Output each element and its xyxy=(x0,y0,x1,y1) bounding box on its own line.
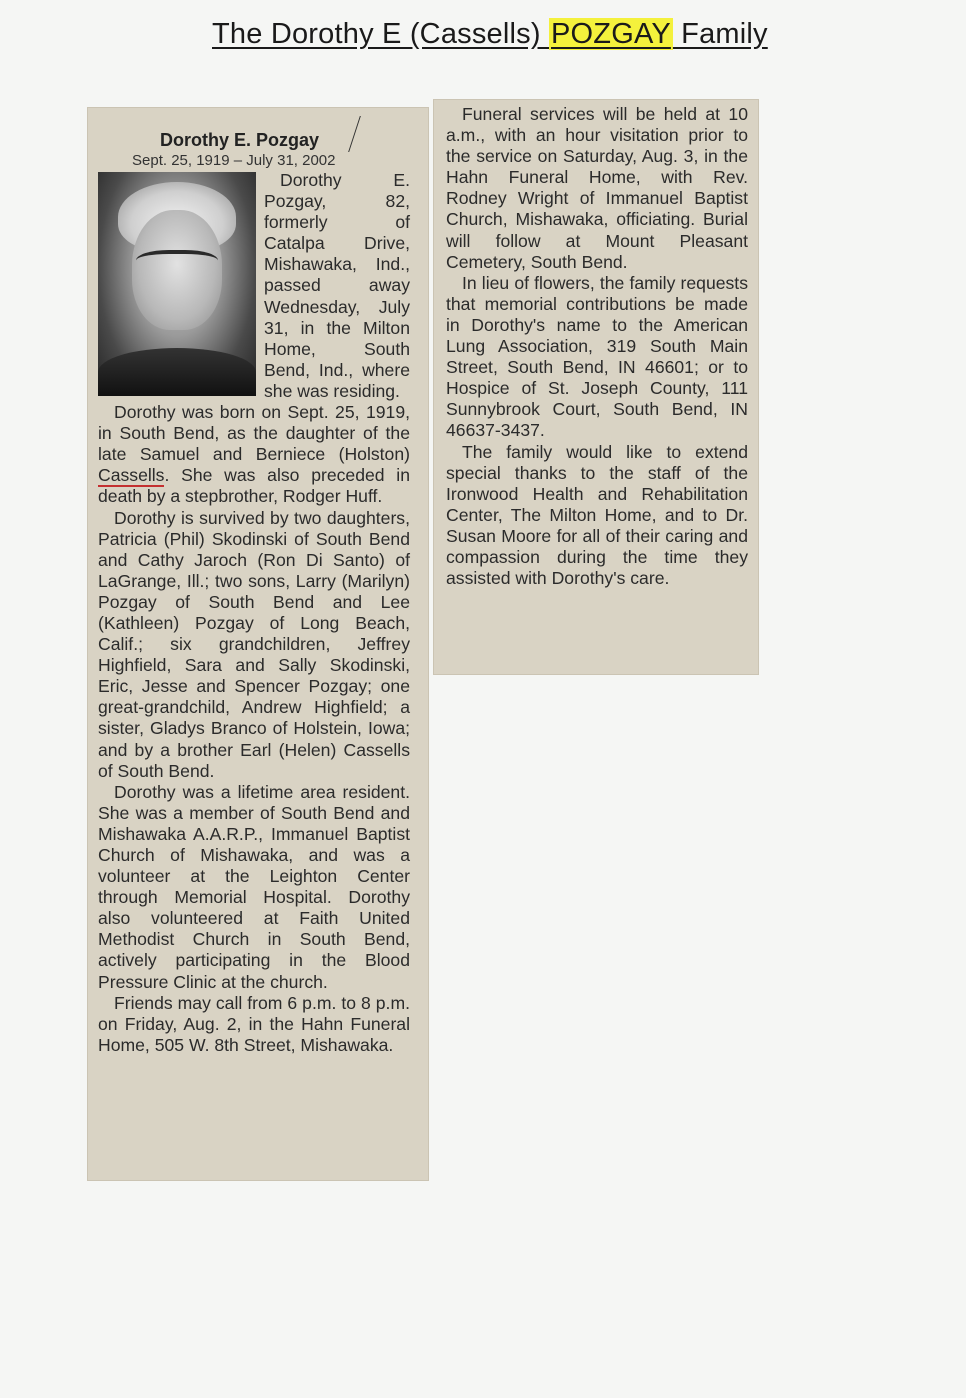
underlined-cassells: Cassells xyxy=(98,465,165,486)
born-text-end: . She was also preceded in death by a stepbrother, Rodger Huff. xyxy=(98,465,410,507)
obituary-lieu: In lieu of flowers, the family requests that memorial contributions be made in Dorothy's name to the American Lung Association, 319 South Main Street, South Bend, IN 46601; or to Hospice of St. Joseph County, 111 Sunnybrook Court, South Bend, IN 46637-3437. xyxy=(446,272,748,441)
obituary-body-right xyxy=(446,104,748,589)
pen-mark xyxy=(334,116,361,152)
portrait-photo xyxy=(98,172,256,396)
portrait-body xyxy=(98,348,256,396)
born-text: Dorothy was born on Sept. 25, 1919, in South Bend, as the daughter of the late Samuel and Berniece (Holston) xyxy=(98,402,410,465)
obituary-dates: Sept. 25, 1919 – July 31, 2002 xyxy=(132,152,336,169)
obituary-body-left xyxy=(98,170,410,1056)
page-title xyxy=(212,18,768,51)
obituary-lead xyxy=(98,170,410,402)
obituary-born xyxy=(98,402,410,507)
obituary-resident: Dorothy was a lifetime area resident. She was a member of South Bend and Mishawaka A.A.R.P., Immanuel Baptist Church of Mishawaka, and was a volunteer at the Leighton Center through Memorial Hospital. Dorothy also volunteered at Faith United Methodist Church in South Bend, actively participating in the Blood Pressure Clinic at the church. xyxy=(98,781,410,992)
title-text-start: The Dorothy E (Cassells) xyxy=(212,18,549,50)
obituary-funeral: Funeral services will be held at 10 a.m., with an hour visitation prior to the service on Saturday, Aug. 3, in the Hahn Funeral Home, with Rev. Rodney Wright of Immanuel Baptist Church, Mishawaka, officiating. Burial will follow at Mount Pleasant Cemetery, South Bend. xyxy=(446,104,748,272)
obituary-friends: Friends may call from 6 p.m. to 8 p.m. on Friday, Aug. 2, in the Hahn Funeral Home, 505 W. 8th Street, Mishawaka. xyxy=(98,992,410,1055)
obituary-thanks: The family would like to extend special thanks to the staff of the Ironwood Health and Rehabilitation Center, The Milton Home, and to Dr. Susan Moore for all of their caring and compassion during the time they assisted with Dorothy's care. xyxy=(446,441,748,589)
title-text-end: Family xyxy=(672,18,768,50)
obituary-name: Dorothy E. Pozgay xyxy=(160,130,320,150)
portrait-glasses xyxy=(136,250,218,276)
title-highlight-surname: POZGAY xyxy=(551,18,671,50)
obituary-clipping-right xyxy=(434,100,758,674)
obituary-survived: Dorothy is survived by two daughters, Patricia (Phil) Skodinski of South Bend and Cathy Jaroch (Ron Di Santo) of LaGrange, Ill.; two sons, Larry (Marilyn) Pozgay of South Bend and Lee (Kathleen) Pozgay of Long Beach, Calif.; six grandchildren, Jeffrey Highfield, Sara and Sally Skodinski, Eric, Jesse and Spencer Pozgay; one great-grandchild, Andrew Highfield; a sister, Gladys Branco of Holstein, Iowa; and by a brother Earl (Helen) Cassells of South Bend. xyxy=(98,507,410,781)
obituary-lead-text: Dorothy E. Pozgay, 82, formerly of Catalpa Drive, Mishawaka, Ind., passed away Wednesday, July 31, in the Milton Home, South Bend, Ind., where she was residing. xyxy=(264,170,410,401)
obituary-clipping-left xyxy=(88,108,428,1180)
